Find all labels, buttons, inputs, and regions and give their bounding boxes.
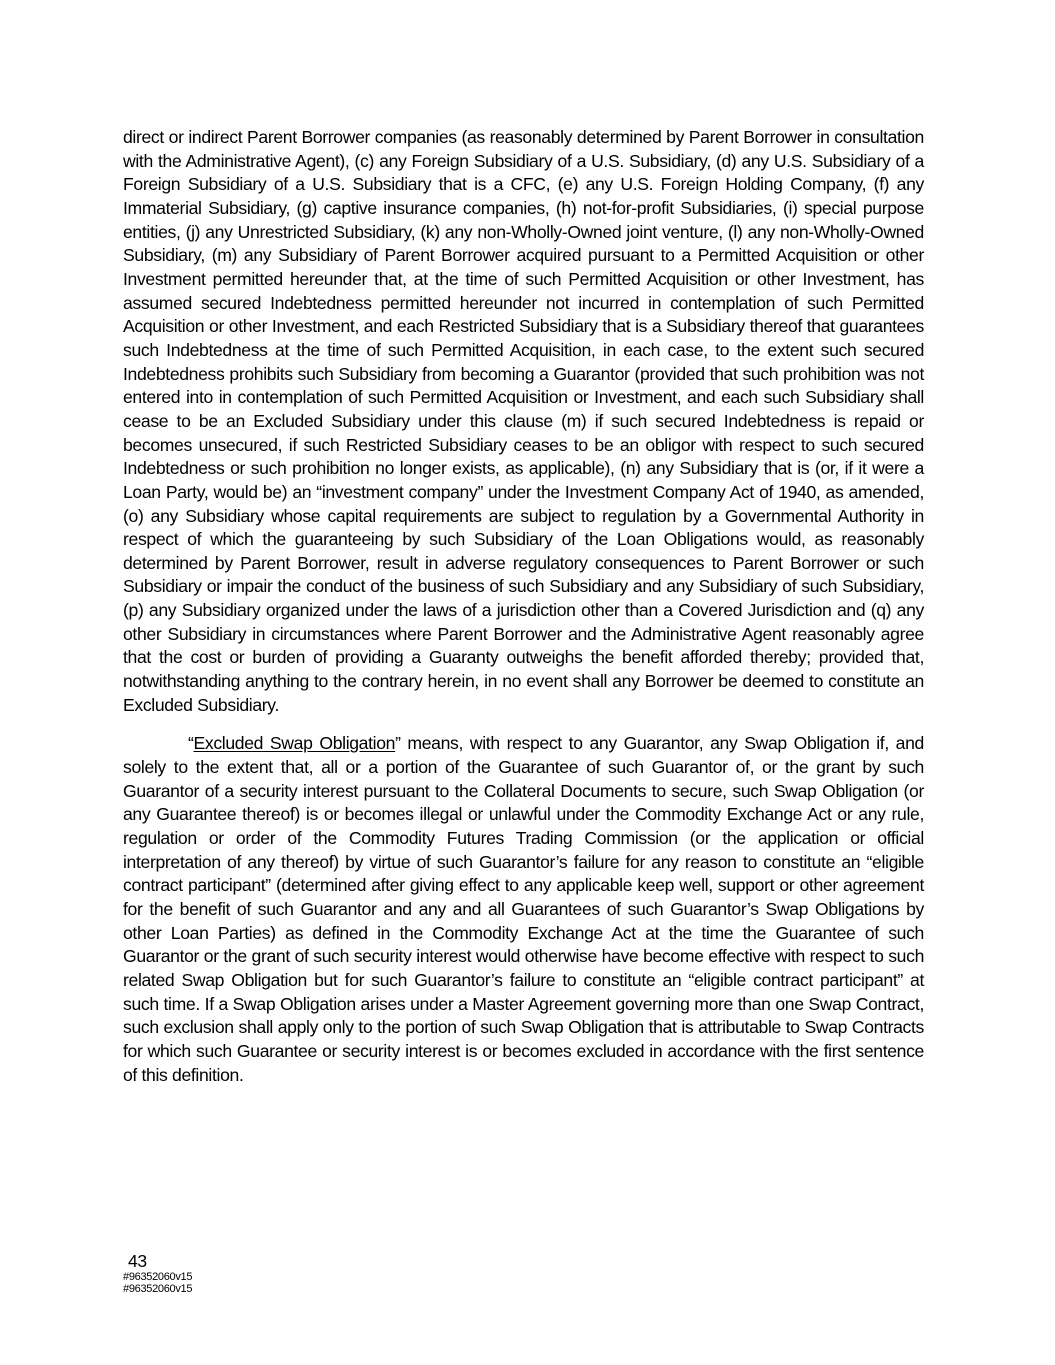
- document-id: #96352060v15: [123, 1283, 193, 1295]
- page-number: 43: [128, 1251, 147, 1271]
- paragraph-excluded-subsidiary-continued: direct or indirect Parent Borrower companies (as reasonably determined by Parent Borrower in consultation with the Administrative Agent), (c) any Foreign Subsidiary of a U.S. Subsidiary, (d) any U.S. Subsidiary of a Foreign Subsidiary of a U.S. Subsidiary that is a CFC, (e) any U.S. Foreign Holding Company, (f) any Immaterial Subsidiary, (g) captive insurance companies, (h) not-for-profit Subsidiaries, (i) special purpose entities, (j) any Unrestricted Subsidiary, (k) any non-Wholly-Owned joint venture, (l) any non-Wholly-Owned Subsidiary, (m) any Subsidiary of Parent Borrower acquired pursuant to a Permitted Acquisition or other Investment permitted hereunder that, at the time of such Permitted Acquisition or other Investment, has assumed secured Indebtedness permitted hereunder not incurred in contemplation of such Permitted Acquisition or other Investment, and each Restricted Subsidiary that is a Subsidiary thereof that guarantees such Indebtedness at the time of such Permitted Acquisition, in each case, to the extent such secured Indebtedness prohibits such Subsidiary from becoming a Guarantor (provided that such prohibition was not entered into in contemplation of such Permitted Acquisition or Investment, and each such Subsidiary shall cease to be an Excluded Subsidiary under this clause (m) if such secured Indebtedness is repaid or becomes unsecured, if such Restricted Subsidiary ceases to be an obligor with respect to such secured Indebtedness or such prohibition no longer exists, as applicable), (n) any Subsidiary that is (or, if it were a Loan Party, would be) an “investment company” under the Investment Company Act of 1940, as amended, (o) any Subsidiary whose capital requirements are subject to regulation by a Governmental Authority in respect of which the guaranteeing by such Subsidiary of the Loan Obligations would, as reasonably determined by Parent Borrower, result in adverse regulatory consequences to Parent Borrower or such Subsidiary or impair the conduct of the business of such Subsidiary and any Subsidiary of such Subsidiary, (p) any Subsidiary organized under the laws of a jurisdiction other than a Covered Jurisdiction and (q) any other Subsidiary in circumstances where Parent Borrower and the Administrative Agent reasonably agree that the cost or burden of providing a Guaranty outweighs the benefit afforded thereby; provided that, notwithstanding anything to the contrary herein, in no event shall any Borrower be deemed to constitute an Excluded Subsidiary.: [123, 127, 924, 715]
- page-footer: [123, 1251, 192, 1295]
- defined-term: Excluded Swap Obligation: [193, 733, 396, 754]
- definition-text: ” means, with respect to any Guarantor, any Swap Obligation if, and solely to the extent that, all or a portion of the Guarantee of such Guarantor of, or the grant by such Guarantor of a security interest pursuant to the Collateral Documents to secure, such Swap Obligation (or any Guarantee thereof) is or becomes illegal or unlawful under the Commodity Exchange Act or any rule, regulation or order of the Commodity Futures Trading Commission (or the application or official interpretation of any thereof) by virtue of such Guarantor’s failure for any reason to constitute an “eligible contract participant” (determined after giving effect to any applicable keep well, support or other agreement for the benefit of such Guarantor and any and all Guarantees of such Guarantor’s Swap Obligations by other Loan Parties) as defined in the Commodity Exchange Act at the time the Guarantee of such Guarantor or the grant of such security interest would otherwise have become effective with respect to such related Swap Obligation but for such Guarantor’s failure to constitute an “eligible contract participant” at such time. If a Swap Obligation arises under a Master Agreement governing more than one Swap Contract, such exclusion shall apply only to the portion of such Swap Obligation that is attributable to Swap Contracts for which such Guarantee or security interest is or becomes excluded in accordance with the first sentence of this definition.: [123, 733, 924, 1085]
- document-body: [123, 126, 924, 1087]
- open-quote: “: [188, 733, 194, 754]
- paragraph-excluded-swap-obligation: [123, 732, 924, 1087]
- document-id: #96352060v15: [123, 1271, 193, 1283]
